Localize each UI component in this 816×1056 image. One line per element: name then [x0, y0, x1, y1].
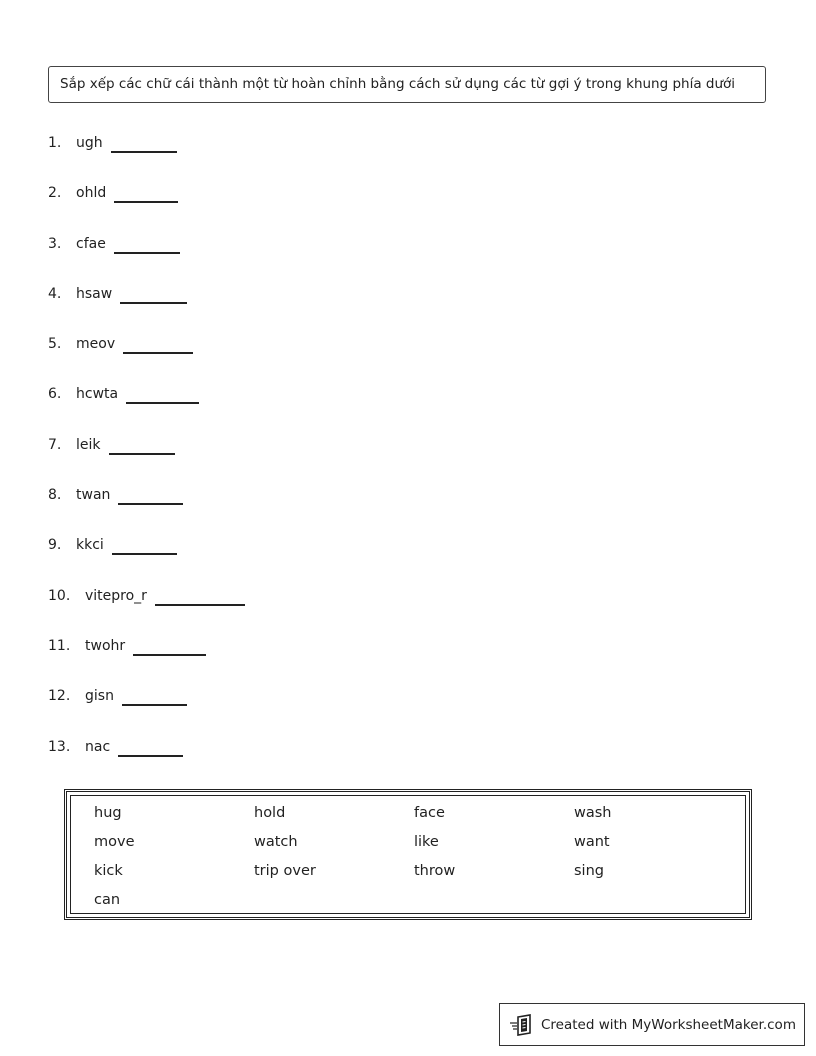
question-item — [48, 737, 245, 787]
question-item — [48, 586, 245, 636]
question-number: 3. — [48, 235, 62, 252]
answer-blank[interactable] — [112, 535, 177, 555]
scrambled-word: hcwta — [76, 386, 119, 403]
question-number: 2. — [48, 185, 62, 202]
scrambled-word: vitepro_r — [85, 587, 147, 604]
scrambled-word: kkci — [76, 537, 104, 554]
scrambled-word: twohr — [85, 637, 126, 654]
answer-blank[interactable] — [126, 384, 199, 404]
word-bank-item: sing — [574, 863, 604, 879]
question-number: 9. — [48, 537, 62, 554]
instructions-box — [48, 66, 766, 103]
answer-blank[interactable] — [111, 133, 177, 153]
answer-blank[interactable] — [114, 183, 178, 203]
scrambled-word: cfae — [76, 235, 106, 252]
word-bank-box — [64, 789, 752, 920]
scrambled-word: nac — [85, 738, 111, 755]
question-number: 12. — [48, 688, 71, 705]
instructions-text: Sắp xếp các chữ cái thành một từ hoàn chỉnh bằng cách sử dụng các từ gợi ý trong khung phía dưới — [60, 76, 736, 92]
question-number: 13. — [48, 738, 71, 755]
question-item — [48, 535, 245, 585]
question-item — [48, 636, 245, 686]
question-item — [48, 485, 245, 535]
footer-text: Created with MyWorksheetMaker.com — [541, 1016, 796, 1033]
answer-blank[interactable] — [120, 284, 187, 304]
word-bank-item: hug — [94, 805, 122, 821]
question-item — [48, 133, 245, 183]
word-bank-item: watch — [254, 834, 298, 850]
question-list — [48, 133, 245, 787]
scrambled-word: meov — [76, 336, 116, 353]
word-bank-item: like — [414, 834, 439, 850]
question-item — [48, 384, 245, 434]
question-number: 5. — [48, 336, 62, 353]
word-bank-item: want — [574, 834, 610, 850]
footer-badge[interactable] — [499, 1003, 805, 1046]
scrambled-word: gisn — [85, 688, 114, 705]
question-item — [48, 686, 245, 736]
word-bank-item: trip over — [254, 863, 316, 879]
question-number: 10. — [48, 587, 71, 604]
answer-blank[interactable] — [118, 737, 183, 757]
word-bank-item: wash — [574, 805, 612, 821]
myworksheetmaker-logo-icon — [510, 1014, 534, 1036]
answer-blank[interactable] — [109, 435, 175, 455]
word-bank-item: face — [414, 805, 445, 821]
word-bank-item: can — [94, 892, 121, 908]
answer-blank[interactable] — [155, 586, 245, 606]
word-bank-grid — [94, 802, 734, 918]
answer-blank[interactable] — [114, 234, 180, 254]
answer-blank[interactable] — [133, 636, 206, 656]
question-number: 1. — [48, 135, 62, 151]
question-item — [48, 334, 245, 384]
answer-blank[interactable] — [118, 485, 183, 505]
question-item — [48, 284, 245, 334]
scrambled-word: twan — [76, 487, 111, 504]
word-bank-item: kick — [94, 863, 123, 879]
question-number: 8. — [48, 487, 62, 504]
question-item — [48, 234, 245, 284]
word-bank-item: move — [94, 834, 135, 850]
word-bank-item: hold — [254, 805, 286, 821]
question-item — [48, 435, 245, 485]
question-number: 6. — [48, 386, 62, 403]
answer-blank[interactable] — [123, 334, 193, 354]
scrambled-word: leik — [76, 436, 101, 453]
word-bank-item: throw — [414, 863, 456, 879]
question-item — [48, 183, 245, 233]
question-number: 11. — [48, 637, 71, 654]
scrambled-word: ugh — [76, 135, 103, 151]
answer-blank[interactable] — [122, 686, 187, 706]
scrambled-word: hsaw — [76, 285, 113, 302]
scrambled-word: ohld — [76, 185, 107, 202]
question-number: 4. — [48, 285, 62, 302]
question-number: 7. — [48, 436, 62, 453]
